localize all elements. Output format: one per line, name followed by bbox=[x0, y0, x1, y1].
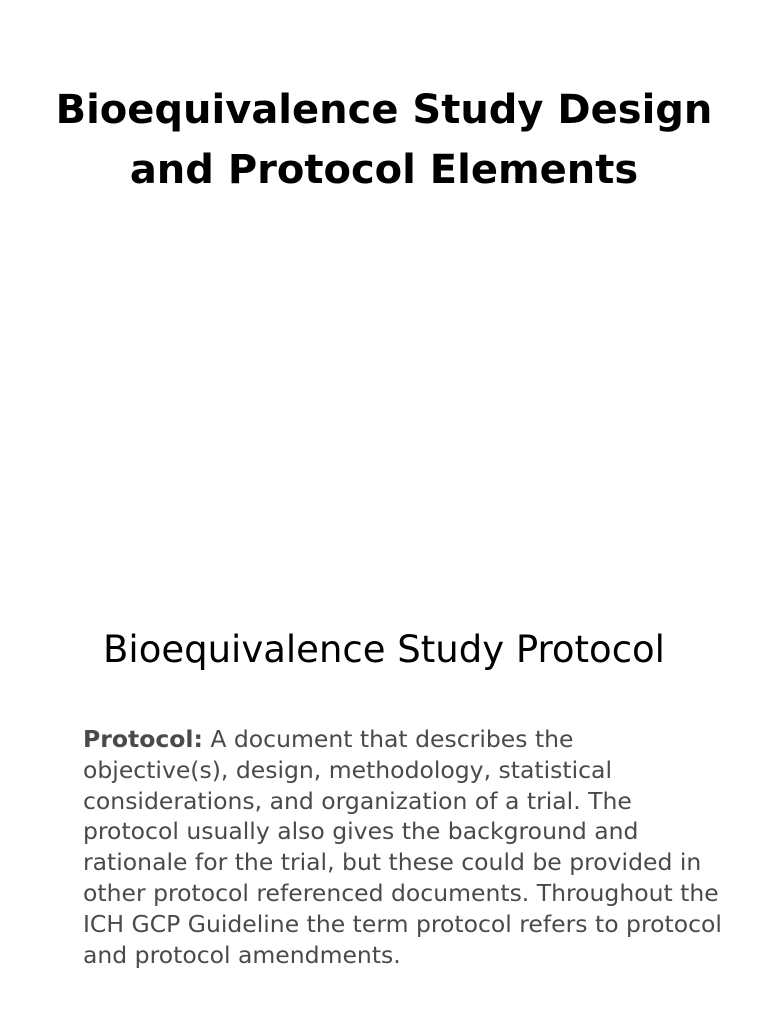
section-heading: Bioequivalence Study Protocol bbox=[103, 628, 665, 671]
page-title bbox=[40, 80, 728, 200]
definition-text: A document that describes the objective(s), design, methodology, statistical considerations, and organization of a trial. The protocol usually also gives the background and rationale for the trial, but these could be provided in other protocol referenced documents. Throughout the ICH GCP Guideline the term protocol refers to protocol and protocol amendments. bbox=[83, 725, 722, 969]
definition-term: Protocol: bbox=[83, 725, 203, 753]
page-title-line-2: and Protocol Elements bbox=[129, 147, 639, 193]
page-title-line-1: Bioequivalence Study Design bbox=[55, 87, 713, 133]
protocol-definition bbox=[83, 724, 723, 970]
